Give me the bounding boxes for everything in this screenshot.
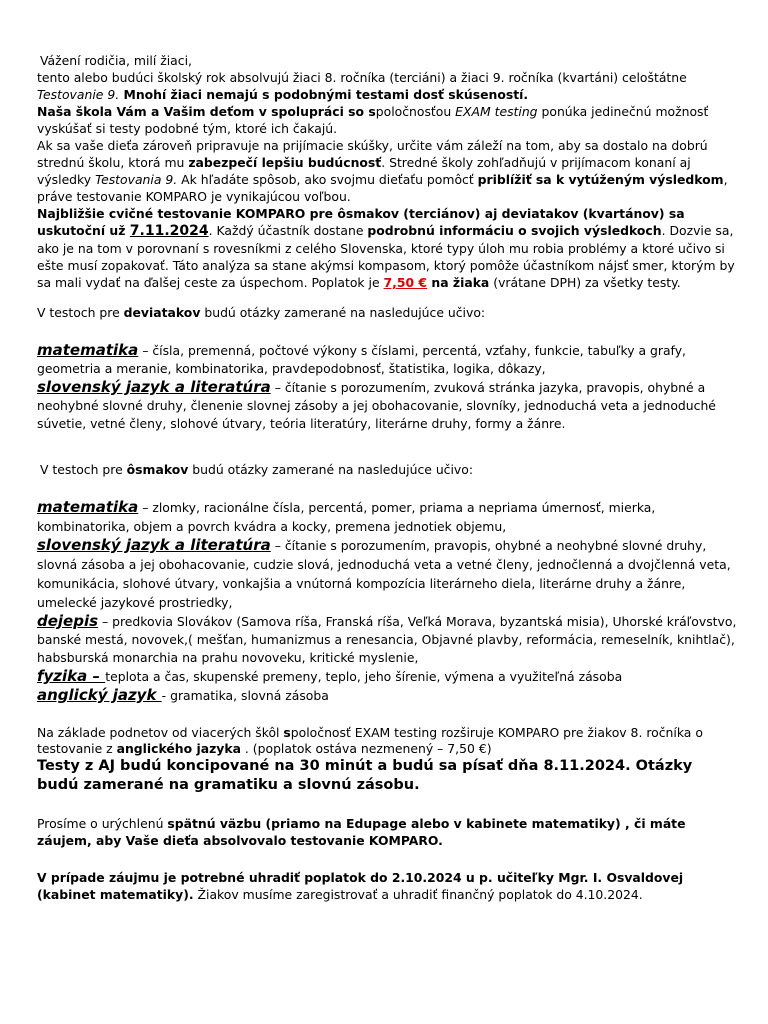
- ninth-math: matematika – čísla, premenná, počtové výkony s číslami, percentá, vzťahy, funkcie, tabuľky a grafy, geometria a meranie, kombinatorika, pravdepodobnosť, štatistika, logika, dôkazy,: [37, 341, 686, 376]
- eighth-heading: V testoch pre ôsmakov budú otázky zamerané na nasledujúce učivo:: [40, 462, 474, 477]
- english-paragraph: Na základe podnetov od viacerých škôl spoločnosť EXAM testing rozširuje KOMPARO pre žiakov 8. ročníka o testovanie z anglického jazyka . (poplatok ostáva nezmenený – 7,50 €): [37, 725, 703, 756]
- eighth-math: matematika – zlomky, racionálne čísla, percentá, pomer, priama a nepriama úmernosť, mierka, kombinatorika, objem a povrch kvádra a kocky, premena jednotiek objemu,: [37, 498, 656, 534]
- intro-paragraph: tento alebo budúci školský rok absolvujú žiaci 8. ročníka (terciáni) a žiaci 9. ročníka (kvartáni) celoštátne Testovanie 9. Mnohí žiaci nemajú s podobnými testami dosť skúseností.: [37, 70, 687, 102]
- ninth-heading: V testoch pre deviatakov budú otázky zamerané na nasledujúce učivo:: [37, 305, 486, 320]
- letter: [37, 52, 737, 903]
- greeting: Vážení rodičia, milí žiaci,: [40, 53, 192, 68]
- eighth-history: dejepis – predkovia Slovákov (Samova ríša, Franská ríša, Veľká Morava, byzantská misia), Uhorské kráľovstvo, banské mestá, novovek,( mešťan, humanizmus a renesancia, Objavné plavby, reformácia, remeselník, knihtlač), habsburská monarchia na prahu novoveku, kritické myslenie,: [37, 612, 737, 665]
- eighth-slovak: slovenský jazyk a literatúra – čítanie s porozumením, pravopis, ohybné a neohybné slovné druhy, slovná zásoba a jej obohacovanie, cudzie slová, jednoduchá veta a vetné členy, jednočlenná a dvojčlenná veta, komunikácia, slohové útvary, vonkajšia a vnútorná kompozícia literárneho diela, literárne druhy a žánre, umelecké jazykové prostriedky,: [37, 536, 731, 610]
- why-paragraph: Ak sa vaše dieťa zároveň pripravuje na prijímacie skúšky, určite vám záleží na tom, aby sa dostalo na dobrú strednú školu, ktorá mu zabezpečí lepšiu budúcnosť. Stredné školy zohľadňujú v prijímacom konaní aj výsledky Testovania 9. Ak hľadáte spôsob, ako svojmu dieťaťu pomôcť priblížiť sa k vytúženým výsledkom, práve testovanie KOMPARO je vynikajúcou voľbou.: [37, 138, 728, 204]
- next-testing-paragraph: Najbližšie cvičné testovanie KOMPARO pre ôsmakov (terciánov) aj deviatakov (kvartánov) sa uskutoční už 7.11.2024. Každý účastník dostane podrobnú informáciu o svojich výsledkoch. Dozvie sa, ako je na tom v porovnaní s rovesníkmi z celého Slovenska, ktoré typy úloh mu robia problémy a ktoré učivo si ešte musí zopakovať. Táto analýza sa stane akýmsi kompasom, ktorý pomôže účastníkom nájsť smer, ktorým by sa mali vydať na ďalšej ceste za úspechom. Poplatok je 7,50 € na žiaka (vrátane DPH) za všetky testy.: [37, 206, 735, 290]
- payment-paragraph: V prípade záujmu je potrebné uhradiť poplatok do 2.10.2024 u p. učiteľky Mgr. I. Osvaldovej (kabinet matematiky). Žiakov musíme zaregistrovať a uhradiť finančný poplatok do 4.10.2024.: [37, 870, 684, 902]
- ninth-slovak: slovenský jazyk a literatúra – čítanie s porozumením, zvuková stránka jazyka, pravopis, ohybné a neohybné slovné druhy, členenie slovnej zásoby a jej obohacovanie, slovníky, jednoduchá veta a jednoduché súvetie, vetné členy, slohové útvary, teória literatúry, literárne druhy, formy a žánre.: [37, 378, 716, 431]
- price: 7,50 €: [383, 275, 428, 290]
- english-test-info: Testy z AJ budú koncipované na 30 minút a budú sa písať dňa 8.11.2024. Otázky budú zamerané na gramatiku a slovnú zásobu.: [37, 758, 693, 793]
- eighth-english: anglický jazyk - gramatika, slovná zásoba: [37, 686, 329, 704]
- feedback-request: Prosíme o urýchlenú spätnú väzbu (priamo na Edupage alebo v kabinete matematiky) , či máte záujem, aby Vaše dieťa absolvovalo testovanie KOMPARO.: [37, 816, 686, 848]
- offer-paragraph: Naša škola Vám a Vašim deťom v spolupráci so spoločnosťou EXAM testing ponúka jedinečnú možnosť vyskúšať si testy podobné tým, ktoré ich čakajú.: [37, 104, 709, 136]
- eighth-physics: fyzika – teplota a čas, skupenské premeny, teplo, jeho šírenie, výmena a využiteľná zásoba: [37, 667, 623, 685]
- test-date: 7.11.2024: [129, 223, 209, 239]
